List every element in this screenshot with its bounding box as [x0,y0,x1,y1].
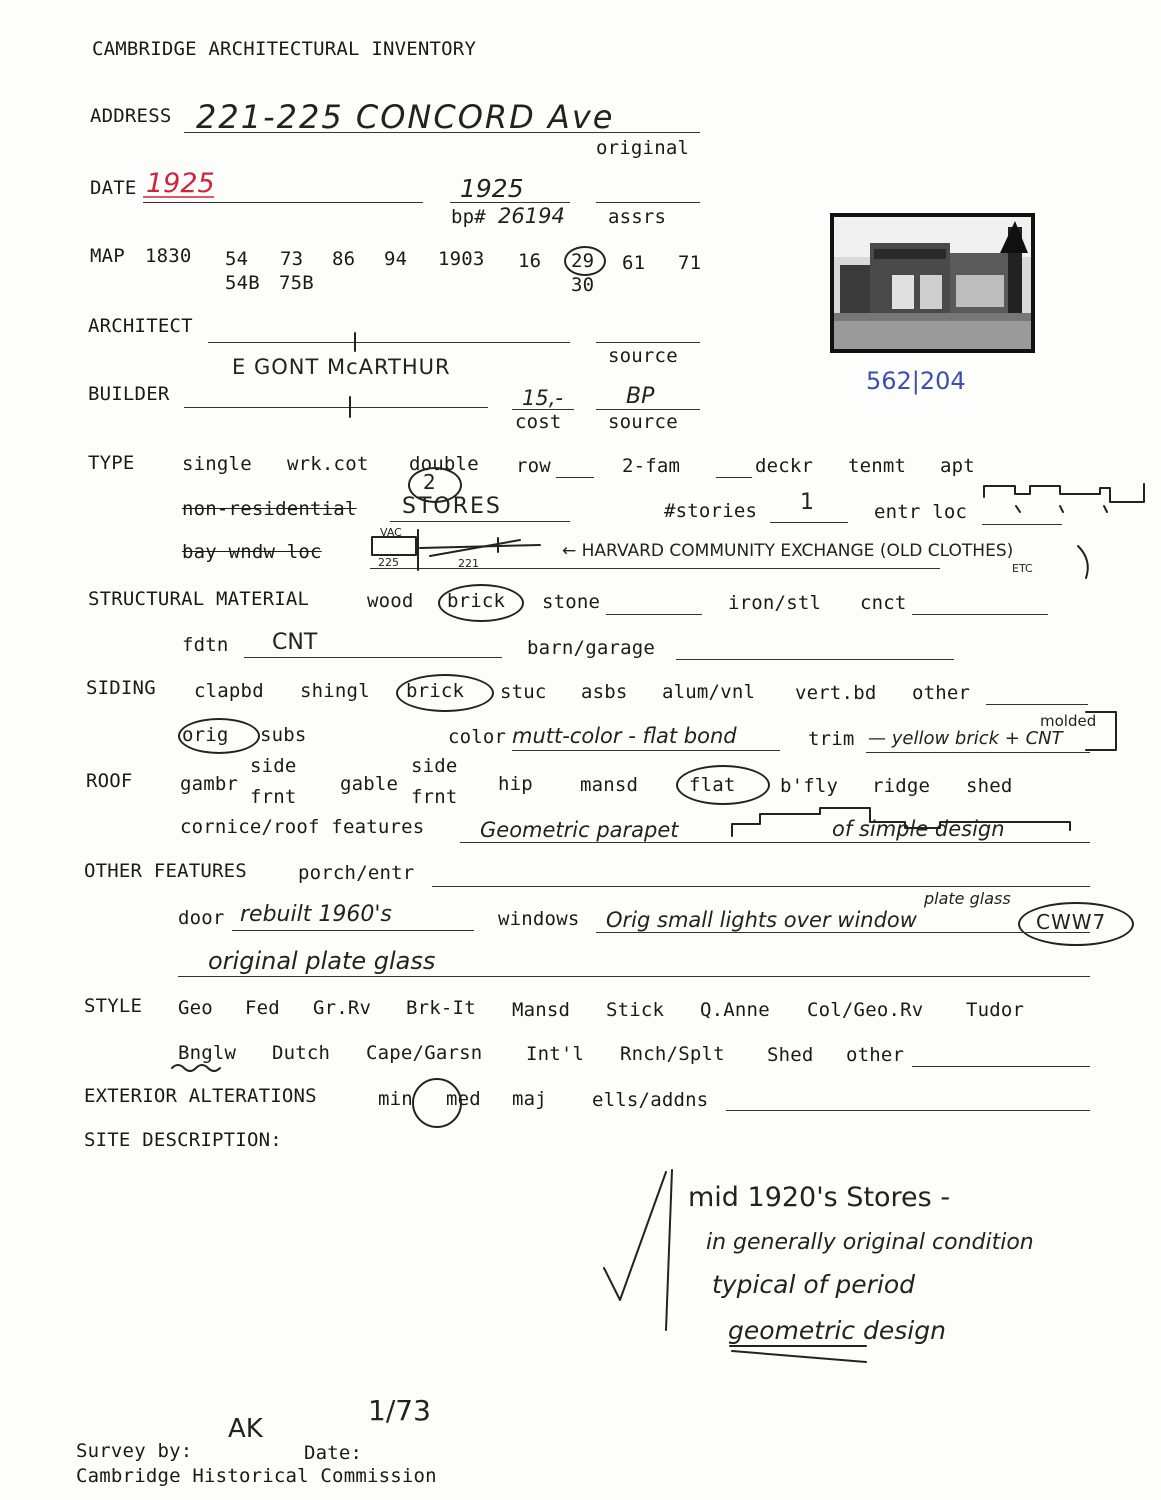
door-value: rebuilt 1960's [240,902,392,927]
windows-value: Orig small lights over window [606,908,917,932]
map-sheet: 54B [225,272,260,294]
alteration-option: min [378,1088,413,1110]
survey-value: AK [228,1414,263,1444]
nonres-label: non-residential [182,498,357,520]
map-sheet: 94 [384,248,408,270]
alteration-option: maj [512,1088,547,1110]
map-sheet: 54 [225,248,249,270]
date-value: 1925 [146,168,215,199]
style-option-marked: Bnglw [178,1042,237,1064]
trim-value: — yellow brick + CNT [868,728,1063,749]
map-sheet: 86 [332,248,356,270]
photo-caption: 562|204 [866,367,966,395]
type-option: tenmt [848,455,907,477]
site-note-4: geometric design [728,1316,946,1345]
style-option: Rnch/Splt [620,1043,725,1065]
bay-value-etc: ETC [1012,562,1033,575]
map-sheet: 73 [280,248,304,270]
nonres-value: STORES [402,494,502,519]
ells-label: ells/addns [592,1089,709,1111]
roof-side-1: side [250,755,297,777]
style-option: Brk-It [406,997,476,1019]
siding-option: other [912,682,971,704]
trim-note: molded [1040,712,1097,730]
structural-option-circled: brick [447,590,506,612]
survey-label: Survey by: [76,1440,193,1462]
roof-ridge: ridge [872,775,931,797]
structural-option: wood [367,590,414,612]
builder-value: E GONT McARTHUR [232,355,451,379]
roof-mansd: mansd [580,774,639,796]
style-option: Cape/Garsn [366,1042,483,1064]
structural-option: iron/stl [728,592,822,614]
siding-option: stuc [500,681,547,703]
site-label: SITE DESCRIPTION: [84,1129,282,1151]
siding-option: alum/vnl [662,681,756,703]
style-option: other [846,1044,905,1066]
roof-frnt-1: frnt [250,786,297,808]
assrs-label: assrs [608,206,667,228]
bp-number: 26194 [498,204,565,228]
style-option: Fed [245,997,280,1019]
cornice-value-2: of simple design [832,817,1005,841]
roof-label: ROOF [86,770,133,792]
style-label: STYLE [84,995,143,1017]
roof-side-2: side [411,755,458,777]
map-sheet-circled: 29 [571,250,595,272]
fdtn-label: fdtn [182,634,229,656]
porch-label: porch/entr [298,862,415,884]
roof-flat: flat [689,774,736,796]
siding-option: asbs [581,681,628,703]
nonres-number: 2 [423,470,436,494]
structural-label: STRUCTURAL MATERIAL [88,588,310,610]
date-footer-value: 1/73 [368,1394,431,1427]
type-option: 2-fam [622,455,681,477]
bp-label: bp# [451,206,486,228]
siding-option: shingl [300,680,370,702]
roof-hip: hip [498,773,533,795]
cornice-label: cornice/roof features [180,816,425,838]
map-sheet: 61 [622,252,646,274]
door-label: door [178,907,225,929]
windows-extra: original plate glass [208,947,436,975]
builder-cost-value: 15,- [522,386,563,410]
siding-label: SIDING [86,677,156,699]
windows-note: plate glass [924,889,1011,908]
style-option: Tudor [966,999,1025,1021]
form-title: CAMBRIDGE ARCHITECTURAL INVENTORY [92,38,477,60]
fdtn-value: CNT [272,630,318,655]
original-label: original [596,137,690,159]
roof-bfly: b'fly [780,775,839,797]
map-sheet: 75B [279,272,314,294]
bay-value: ← HARVARD COMMUNITY EXCHANGE (OLD CLOTHES) [562,541,1014,561]
map-sheet: 71 [678,252,702,274]
site-note-1: mid 1920's Stores - [688,1182,951,1213]
style-option: Geo [178,997,213,1019]
stories-label: #stories [664,500,758,522]
bay-window-label: bay wndw loc [182,541,322,563]
roof-frnt-2: frnt [411,786,458,808]
type-label: TYPE [88,452,135,474]
barn-garage-label: barn/garage [527,637,656,659]
map-sheet: 16 [518,250,542,272]
map-year: 1903 [438,248,485,270]
color-value: mutt-color - flat bond [512,724,737,748]
type-option: double [409,453,479,475]
map-label: MAP [90,245,125,267]
structural-option: cnct [860,592,907,614]
alterations-label: EXTERIOR ALTERATIONS [84,1085,317,1107]
siding-option: clapbd [194,680,264,702]
structural-option: stone [542,591,601,613]
builder-source-value: BP [626,384,655,409]
style-option: Dutch [272,1042,331,1064]
address-value: 221-225 CONCORD Ave [196,98,615,136]
roof-shed: shed [966,775,1013,797]
trim-label: trim [808,728,855,750]
date-label: DATE [90,177,137,199]
roof-gambr: gambr [180,773,239,795]
style-option: Stick [606,999,665,1021]
style-option: Col/Geo.Rv [807,999,924,1021]
subs-label: subs [260,724,307,746]
orig-label: orig [182,724,229,746]
roof-gable: gable [340,773,399,795]
type-option: single [182,453,252,475]
other-features-label: OTHER FEATURES [84,860,247,882]
bay-note-vac: VAC [380,526,402,539]
type-option: apt [940,455,975,477]
color-label: color [448,726,507,748]
type-option: deckr [755,455,814,477]
site-note-3: typical of period [712,1270,916,1299]
style-option: Int'l [526,1043,585,1065]
bay-note-225: 225 [378,556,399,569]
architect-label: ARCHITECT [88,315,193,337]
site-note-2: in generally original condition [706,1230,1034,1255]
type-option: row [516,455,551,477]
type-option: wrk.cot [287,453,369,475]
stories-value: 1 [800,490,814,515]
windows-label: windows [498,908,580,930]
style-option: Gr.Rv [313,997,372,1019]
alteration-option-circled: med [446,1088,481,1110]
commission-label: Cambridge Historical Commission [76,1465,437,1487]
style-option: Shed [767,1044,814,1066]
bp-year: 1925 [460,174,524,203]
map-sheet: 30 [571,274,595,296]
bay-note-221: 221 [458,557,479,570]
windows-circled: CWW7 [1036,910,1107,934]
cost-label: cost [515,411,562,433]
address-label: ADDRESS [90,105,172,127]
date-footer-label: Date: [304,1442,363,1464]
builder-label: BUILDER [88,383,170,405]
map-year: 1830 [145,245,192,267]
siding-option: vert.bd [795,682,877,704]
architect-source-label: source [608,345,678,367]
siding-option-circled: brick [406,680,465,702]
style-option: Mansd [512,999,571,1021]
builder-source-label: source [608,411,678,433]
style-option: Q.Anne [700,999,770,1021]
entr-loc-label: entr loc [874,501,968,523]
cornice-value: Geometric parapet [480,818,679,842]
